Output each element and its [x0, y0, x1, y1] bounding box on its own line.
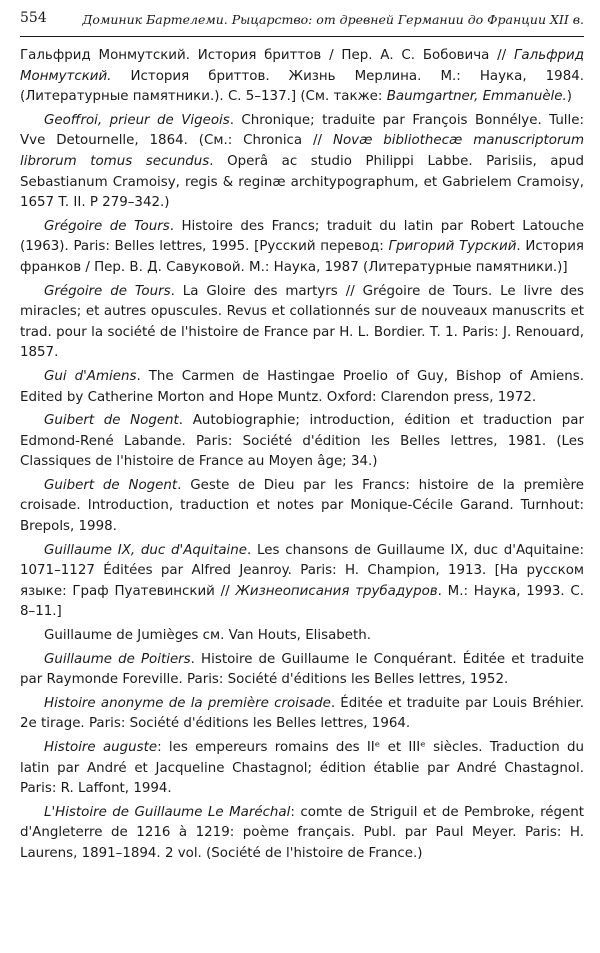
entry-text: . Autobiographie; introduction, édition et traduction par Edmond-René Labande. Paris: Société d'édition les Belles lettres, 1981. (Les Classiques de l'histoire de France au Moyen âge; 34.): [20, 413, 584, 470]
entry-title-italic: Histoire auguste: [44, 740, 158, 755]
entry-title-italic: Grégoire de Tours: [44, 283, 171, 299]
bibliography-entry: [20, 476, 584, 538]
entry-title-italic: Geoffroi, prieur de Vigeois: [44, 112, 230, 128]
entry-title-italic: Guibert de Nogent: [44, 413, 179, 429]
entry-title-italic: Жизнеописания трубадуров: [235, 583, 438, 599]
entry-text: . Chronique; traduite par François Bonnélye. Tulle: Vve Detournelle, 1864. (См.: Chronica //: [20, 112, 584, 149]
bibliography-entry: [20, 541, 584, 623]
entry-text: . Histoire des Francs; traduit du latin par Robert Latouche (1963). Paris: Belles lettres, 1995. [Русский перевод:: [20, 218, 584, 255]
entry-title-italic: Guillaume IX, duc d'Aquitaine: [44, 542, 248, 558]
entry-title-italic: Grégoire de Tours: [44, 218, 170, 234]
entry-title-italic: Novæ bibliothecæ manuscriptorum librorum tomus secundus: [20, 133, 584, 169]
entry-text: . Éditée et traduite par Louis Bréhier. 2e tirage. Paris: Société d'éditions les Belles lettres, 1964.: [20, 695, 584, 732]
entry-text: . Histoire de Guillaume le Conquérant. Éditée et traduite par Raymonde Foreville. Paris: Société d'éditions les Belles lettres, 1952.: [20, 651, 584, 688]
bibliography-entry: [20, 217, 584, 279]
entry-text: . История франков / Пер. В. Д. Савуковой. М.: Наука, 1987 (Литературные памятники.)]: [20, 239, 584, 275]
entry-text: : les empereurs romains des IIᵉ et IIIᵉ siècles. Traduction du latin par André et Jacqueline Chastagnol; édition établie par André Chastagnol. Paris: R. Laffont, 1994.: [20, 740, 584, 797]
entry-text: История бриттов. Жизнь Мерлина. М.: Наука, 1984. (Литературные памятники.). С. 5–137.] (См. также:: [20, 68, 584, 105]
bibliography-entry: [20, 367, 584, 408]
running-title: Доминик Бартелеми. Рыцарство: от древней Германии до Франции XII в.: [82, 12, 584, 27]
bibliography-entry: [20, 626, 584, 647]
bibliography-list: [20, 46, 584, 868]
entry-text: : comte de Striguil et de Pembroke, régent d'Angleterre de 1216 à 1219: poème français. Publ. par Paul Meyer. Paris: H. Laurens, 1891–1894. 2 vol. (Société de l'histoire de France.): [20, 804, 584, 861]
entry-title-italic: Guibert de Nogent: [44, 477, 178, 493]
entry-text: Guillaume de Jumièges см. Van Houts, Elisabeth.: [44, 628, 372, 644]
entry-text: . Geste de Dieu par les Francs: histoire de la première croisade. Introduction, traduction et notes par Monique-Cécile Garand. Turnhout: Brepols, 1998.: [20, 477, 584, 535]
entry-text: . Operâ ac studio Philippi Labbe. Parisiis, apud Sebastianum Cramoisy, regis & reginæ architypographum, et Gabrielem Cramoisy, 1657 T. II. P 279–342.): [20, 153, 584, 211]
bibliography-entry: [20, 694, 584, 735]
entry-text: ): [566, 89, 573, 105]
entry-text: Гальфрид Монмутский. История бриттов / Пер. А. С. Бобовича //: [20, 48, 514, 63]
entry-title-italic: Guillaume de Poitiers: [44, 651, 191, 667]
bibliography-entry: [20, 111, 584, 214]
entry-title-italic: Baumgartner, Emmanuèle.: [386, 89, 567, 105]
bibliography-entry: [20, 738, 584, 800]
entry-text: . La Gloire des martyrs // Grégoire de Tours. Le livre des miracles; et autres opuscules. Revus et collationnés sur de nouveaux manuscrits et trad. pour la société de l'histoire de France par H. L. Bordier. T. 1. Paris: J. Renouard, 1857.: [20, 283, 585, 361]
page-header: [20, 6, 584, 37]
bibliography-entry: [20, 282, 584, 364]
entry-text: . The Carmen de Hastingae Proelio of Guy, Bishop of Amiens. Edited by Catherine Morton and Hope Muntz. Oxford: Clarendon press, 1972.: [20, 368, 584, 405]
entry-text: . Les chansons de Guillaume IX, duc d'Aquitaine: 1071–1127 Éditées par Alfred Jeanroy. Paris: H. Champion, 1913. [На русском языке: Граф Пуатевинский //: [20, 542, 585, 599]
bibliography-entry: [20, 803, 584, 865]
entry-title-italic: Григорий Турский: [388, 239, 517, 255]
entry-text: . М.: Наука, 1993. С. 8–11.]: [20, 583, 584, 620]
entry-title-italic: Histoire anonyme de la première croisade: [44, 695, 331, 711]
page-number: 554: [20, 10, 47, 26]
bibliography-entry: [20, 411, 584, 473]
bibliography-entry: [20, 46, 584, 108]
bibliography-entry: [20, 650, 584, 691]
entry-title-italic: Гальфрид Монмутский.: [20, 48, 584, 84]
entry-title-italic: Gui d'Amiens: [44, 368, 137, 384]
entry-title-italic: L'Histoire de Guillaume Le Maréchal: [44, 804, 291, 820]
